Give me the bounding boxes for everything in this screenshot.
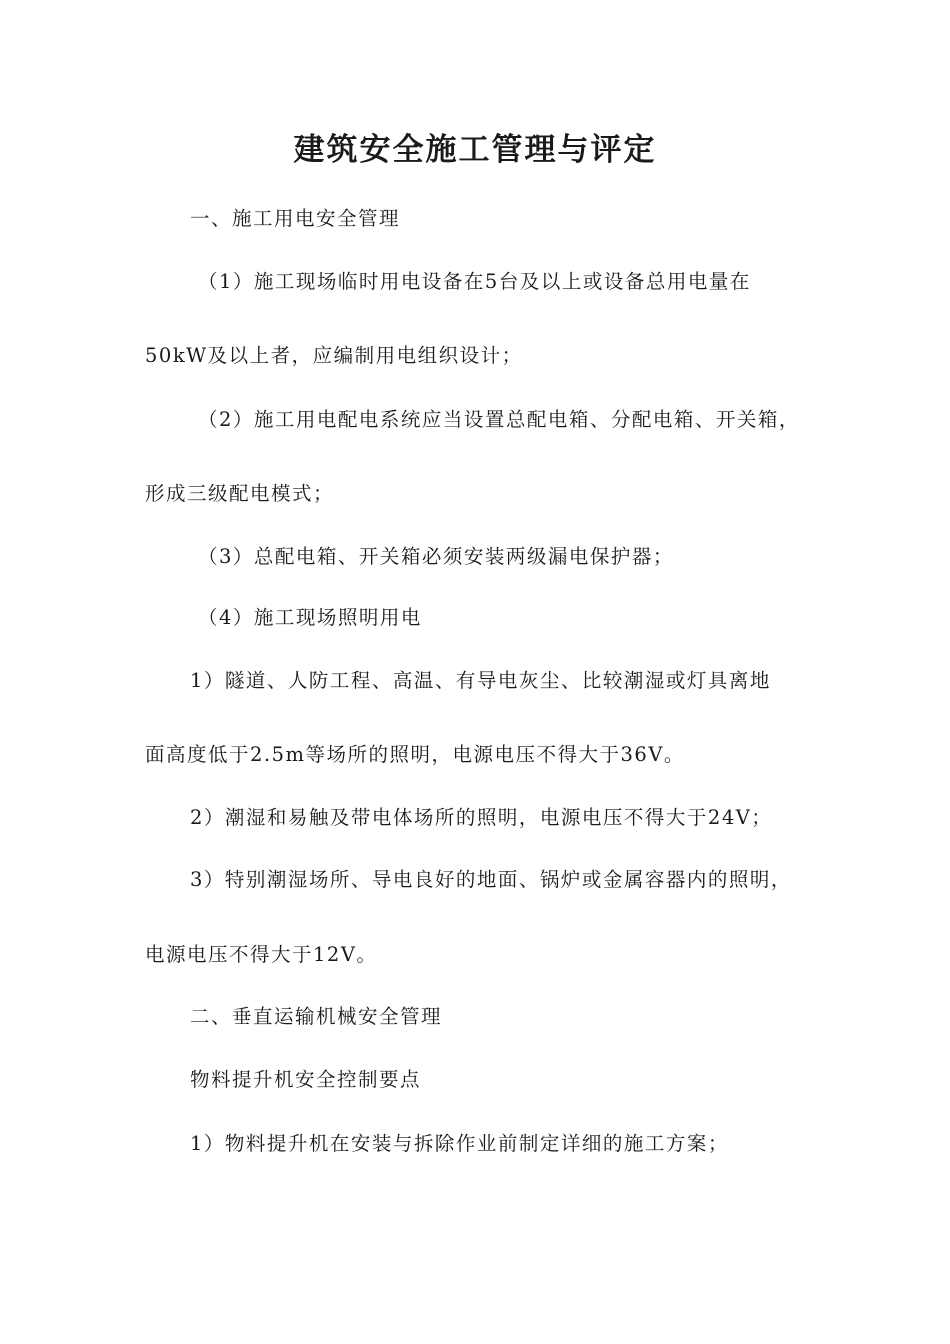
section-heading-electricity: 一、施工用电安全管理: [190, 207, 401, 230]
paragraph-line-continuation: 面高度低于2.5m等场所的照明，电源电压不得大于36V。: [145, 743, 685, 766]
paragraph-line: 3）特别潮湿场所、导电良好的地面、锅炉或金属容器内的照明，: [190, 868, 792, 891]
paragraph-line: （3）总配电箱、开关箱必须安装两级漏电保护器；: [198, 545, 674, 568]
section-heading-vertical-transport: 二、垂直运输机械安全管理: [190, 1005, 443, 1028]
paragraph-line-continuation: 电源电压不得大于12V。: [145, 943, 378, 966]
subsection-heading: 物料提升机安全控制要点: [190, 1068, 422, 1091]
paragraph-line: （1）施工现场临时用电设备在5台及以上或设备总用电量在: [198, 270, 751, 293]
paragraph-line: 1）隧道、人防工程、高温、有导电灰尘、比较潮湿或灯具离地: [190, 669, 771, 692]
paragraph-line: （4）施工现场照明用电: [198, 606, 422, 629]
document-title: 建筑安全施工管理与评定: [293, 132, 657, 168]
paragraph-line: 2）潮湿和易触及带电体场所的照明，电源电压不得大于24V；: [190, 806, 773, 829]
paragraph-line: （2）施工用电配电系统应当设置总配电箱、分配电箱、开关箱，: [198, 408, 800, 431]
paragraph-line-continuation: 形成三级配电模式；: [145, 482, 335, 505]
paragraph-line: 1）物料提升机在安装与拆除作业前制定详细的施工方案；: [190, 1132, 729, 1155]
paragraph-line-continuation: 50kW及以上者，应编制用电组织设计；: [145, 344, 523, 367]
